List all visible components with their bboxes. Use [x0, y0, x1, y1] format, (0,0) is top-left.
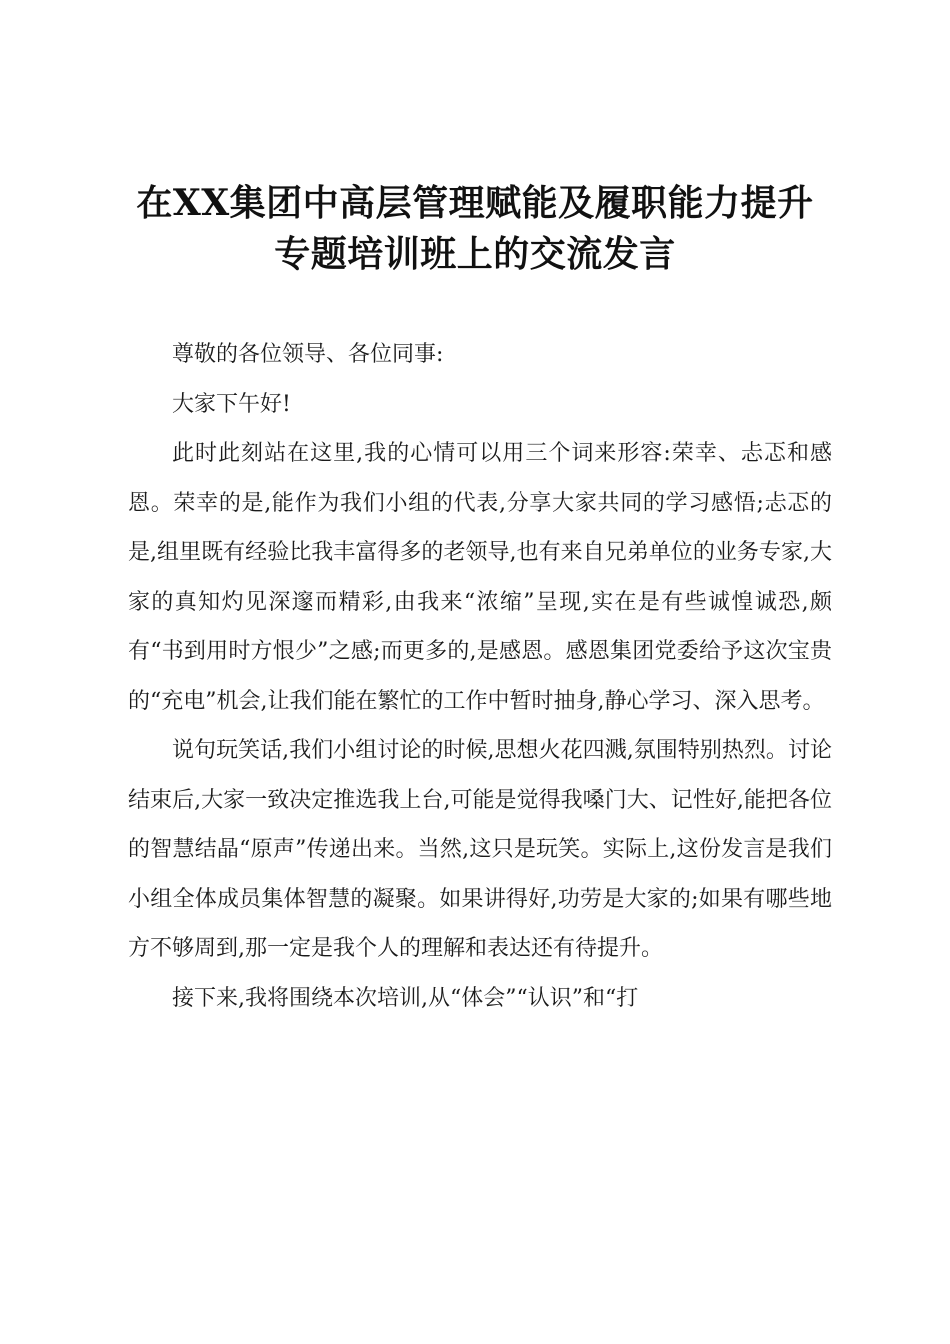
salutation: 尊敬的各位领导、各位同事:	[172, 342, 444, 367]
document-body	[128, 330, 832, 1023]
greeting: 大家下午好!	[172, 391, 291, 417]
document-title: 在XX集团中高层管理赋能及履职能力提升专题培训班上的交流发言	[136, 182, 814, 275]
paragraph: 此时此刻站在这里,我的心情可以用三个词来形容:荣幸、忐忑和感恩。荣幸的是,能作为我们小组的代表,分享大家共同的学习感悟;忐忑的是,组里既有经验比我丰富得多的老领导,也有来自兄弟单位的业务专家,大家的真知灼见深邃而精彩,由我来“浓缩”呈现,实在是有些诚惶诚恐,颇有“书到用时方恨少”之感;而更多的,是感恩。感恩集团党委给予这次宝贵的“充电”机会,让我们能在繁忙的工作中暂时抽身,静心学习、深入思考。	[128, 441, 832, 714]
paragraph: 接下来,我将围绕本次培训,从“体会”“认识”和“打	[172, 985, 639, 1011]
paragraph: 说句玩笑话,我们小组讨论的时候,思想火花四溅,氛围特别热烈。讨论结束后,大家一致决定推选我上台,可能是觉得我嗓门大、记性好,能把各位的智慧结晶“原声”传递出来。当然,这只是玩笑。实际上,这份发言是我们小组全体成员集体智慧的凝聚。如果讲得好,功劳是大家的;如果有哪些地方不够周到,那一定是我个人的理解和表达还有待提升。	[128, 738, 832, 961]
